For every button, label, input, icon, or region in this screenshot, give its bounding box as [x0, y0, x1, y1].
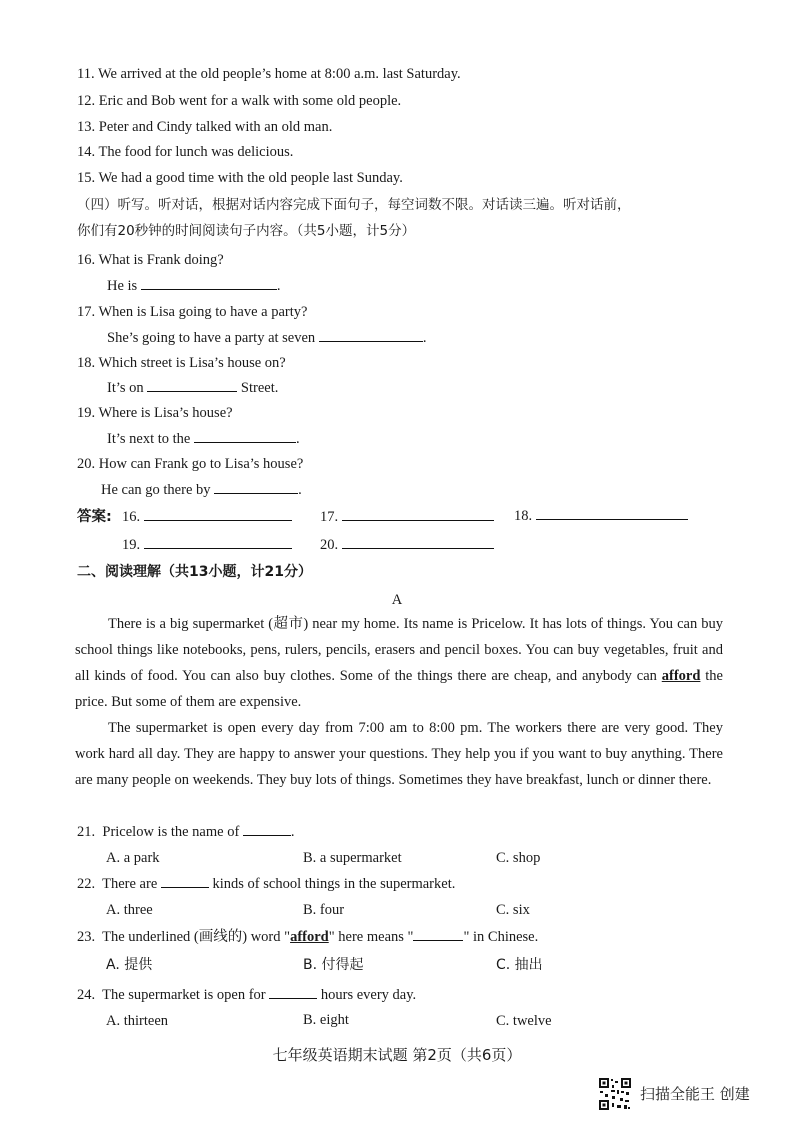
answer-blank[interactable]: [141, 277, 277, 290]
question-24: [77, 986, 416, 1004]
question-16: 16. What is Frank doing?: [77, 252, 224, 268]
answer-blank[interactable]: [144, 536, 292, 549]
question-stem: " in Chinese.: [463, 929, 539, 945]
answer-number: 19.: [122, 537, 141, 553]
underlined-word: afford: [290, 929, 329, 945]
answer-blank[interactable]: [536, 507, 688, 520]
answer-blank[interactable]: [214, 481, 298, 494]
question-stem: .: [290, 824, 295, 840]
option-22-b[interactable]: B. four: [303, 902, 345, 918]
option-24-c[interactable]: C. twelve: [496, 1013, 552, 1029]
answer-prefix: He can go there by: [101, 482, 211, 498]
answer-blank[interactable]: [342, 508, 494, 521]
option-22-a[interactable]: A. three: [106, 902, 153, 918]
answer-18: [514, 507, 688, 525]
answer-suffix: .: [276, 278, 281, 294]
answer-prefix: It’s next to the: [107, 431, 191, 447]
question-21: [77, 823, 295, 841]
question-18: 18. Which street is Lisa’s house on?: [77, 355, 286, 371]
answer-blank[interactable]: [144, 508, 292, 521]
answer-number: 16.: [122, 509, 141, 525]
question-22: [77, 875, 455, 893]
answer-line-18: [107, 379, 278, 397]
answer-number: 17.: [320, 509, 339, 525]
answer-number: 20.: [320, 537, 339, 553]
dictation-instruction-line2: 你们有20秒钟的时间阅读句子内容。（共5小题，计5分）: [77, 223, 416, 239]
page-footer: 七年级英语期末试题 第2页（共6页）: [272, 1046, 522, 1064]
answer-line-20: [101, 481, 302, 499]
statement-14: 14. The food for lunch was delicious.: [77, 144, 294, 160]
answer-19: [122, 536, 292, 554]
answer-16: [122, 508, 292, 526]
question-19: 19. Where is Lisa’s house?: [77, 405, 233, 421]
answer-suffix: .: [296, 431, 300, 447]
statement-11: 11. We arrived at the old people’s home at 8:00 a.m. last Saturday.: [77, 66, 461, 82]
question-number: 22.: [77, 876, 96, 892]
passage-letter: A: [391, 592, 403, 608]
paragraph-text: There is a big supermarket (超市) near my home. Its name is Pricelow. It has lots of things. You can buy school things like notebooks, pens, rulers, pencils, erasers and pencil boxes. You can buy vegetables, fruit and all kinds of food. You can also buy clothes. Some of the things there are cheap, and anybody can: [75, 616, 723, 684]
qr-code-icon: [598, 1077, 632, 1111]
question-stem: The underlined (画线的) word ": [102, 929, 291, 945]
answer-line-19: [107, 430, 300, 448]
question-number: 24.: [77, 987, 96, 1003]
dictation-instruction-line1: （四）听写。听对话，根据对话内容完成下面句子，每空词数不限。对话读三遍。听对话前，: [77, 197, 631, 213]
statement-15: 15. We had a good time with the old people last Sunday.: [77, 170, 403, 186]
answer-number: 18.: [514, 508, 533, 524]
answer-line-17: [107, 329, 426, 347]
question-17: 17. When is Lisa going to have a party?: [77, 304, 308, 320]
answer-20: [320, 536, 494, 554]
passage-paragraph-1: [75, 611, 723, 715]
question-stem: kinds of school things in the supermarket.: [212, 876, 456, 892]
question-stem: The supermarket is open for: [102, 987, 266, 1003]
scanner-watermark: 扫描全能王 创建: [640, 1085, 750, 1103]
paragraph-text: the price. But some of them are expensive.: [75, 668, 723, 710]
passage-paragraph-2: The supermarket is open every day from 7:00 am to 8:00 pm. The workers there are very good. They work hard all day. They are happy to answer your questions. They help you if you want to buy anything. There are many people on weekends. They buy lots of things. Sometimes they have breakfast, lunch or dinner there.: [75, 720, 723, 788]
answer-blank[interactable]: [269, 986, 317, 999]
answer-line-16: [107, 277, 280, 295]
option-24-a[interactable]: A. thirteen: [106, 1013, 169, 1029]
question-20: 20. How can Frank go to Lisa’s house?: [77, 456, 304, 472]
question-stem: hours every day.: [320, 987, 417, 1003]
option-23-b[interactable]: B. 付得起: [303, 957, 364, 973]
statement-13: 13. Peter and Cindy talked with an old man.: [77, 119, 333, 135]
option-23-a[interactable]: A. 提供: [106, 957, 153, 973]
answer-suffix: Street.: [240, 380, 279, 396]
answer-blank[interactable]: [342, 536, 494, 549]
answer-suffix: .: [298, 482, 302, 498]
answer-prefix: It’s on: [107, 380, 144, 396]
answer-blank[interactable]: [243, 823, 291, 836]
option-21-a[interactable]: A. a park: [106, 850, 160, 866]
question-number: 21.: [77, 824, 96, 840]
answer-blank[interactable]: [413, 928, 463, 941]
question-number: 23.: [77, 929, 96, 945]
option-21-b[interactable]: B. a supermarket: [303, 850, 402, 866]
option-23-c[interactable]: C. 抽出: [496, 957, 543, 973]
answer-17: [320, 508, 494, 526]
question-stem: There are: [102, 876, 158, 892]
question-23: [77, 928, 538, 946]
question-stem: " here means ": [328, 929, 414, 945]
option-22-c[interactable]: C. six: [496, 902, 530, 918]
answer-suffix: .: [422, 330, 427, 346]
section-heading: 二、阅读理解（共13小题，计21分）: [77, 564, 312, 580]
answer-blank[interactable]: [194, 430, 296, 443]
answer-blank[interactable]: [319, 329, 423, 342]
answer-label: 答案:: [77, 509, 112, 525]
answer-prefix: She’s going to have a party at seven: [107, 330, 316, 346]
statement-12: 12. Eric and Bob went for a walk with some old people.: [77, 93, 402, 109]
question-stem: Pricelow is the name of: [102, 824, 240, 840]
option-24-b[interactable]: B. eight: [303, 1012, 349, 1028]
underlined-word: afford: [661, 668, 701, 684]
option-21-c[interactable]: C. shop: [496, 850, 541, 866]
answer-blank[interactable]: [147, 379, 237, 392]
answer-blank[interactable]: [161, 875, 209, 888]
answer-prefix: He is: [107, 278, 138, 294]
